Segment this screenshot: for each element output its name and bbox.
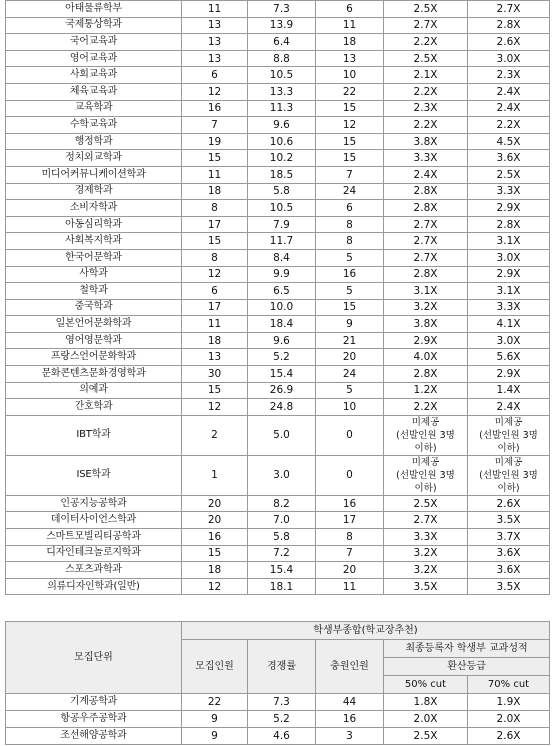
table-row bbox=[6, 233, 550, 250]
competition-rate: 15.4 bbox=[248, 366, 316, 383]
cut50-grade: 3.2X bbox=[384, 299, 468, 316]
cut70-grade: 3.1X bbox=[468, 233, 550, 250]
admission-table-1-body bbox=[6, 1, 550, 595]
unit-name: 정치외교학과 bbox=[6, 150, 182, 167]
recruit-count: 15 bbox=[182, 233, 248, 250]
unit-name: 영어교육과 bbox=[6, 50, 182, 67]
additional-count: 13 bbox=[316, 50, 384, 67]
recruit-count: 19 bbox=[182, 133, 248, 150]
cut50-grade: 1.8X bbox=[384, 694, 468, 711]
unit-name: 교육학과 bbox=[6, 100, 182, 117]
recruit-count: 30 bbox=[182, 366, 248, 383]
recruit-count: 13 bbox=[182, 17, 248, 34]
header-grade-title: 최종등록자 학생부 교과성적 bbox=[384, 640, 550, 658]
table-row bbox=[6, 366, 550, 383]
cut70-grade: 2.6X bbox=[468, 728, 550, 745]
cut70-grade: 3.3X bbox=[468, 183, 550, 200]
competition-rate: 18.4 bbox=[248, 316, 316, 333]
recruit-count: 17 bbox=[182, 299, 248, 316]
recruit-count: 15 bbox=[182, 545, 248, 562]
unit-name: 경제학과 bbox=[6, 183, 182, 200]
admission-table-1 bbox=[5, 0, 550, 595]
cut70-grade: 2.3X bbox=[468, 67, 550, 84]
additional-count: 20 bbox=[316, 562, 384, 579]
competition-rate: 5.0 bbox=[248, 415, 316, 455]
table-row bbox=[6, 711, 550, 728]
additional-count: 16 bbox=[316, 495, 384, 512]
unit-name: 중국학과 bbox=[6, 299, 182, 316]
table-row bbox=[6, 17, 550, 34]
additional-count: 10 bbox=[316, 67, 384, 84]
cut50-grade: 2.7X bbox=[384, 512, 468, 529]
competition-rate: 9.6 bbox=[248, 117, 316, 134]
recruit-count: 17 bbox=[182, 216, 248, 233]
recruit-count: 2 bbox=[182, 415, 248, 455]
unit-name: 소비자학과 bbox=[6, 200, 182, 217]
additional-count: 12 bbox=[316, 117, 384, 134]
table-row bbox=[6, 455, 550, 495]
unit-name: ISE학과 bbox=[6, 455, 182, 495]
unit-name: 스포츠과학과 bbox=[6, 562, 182, 579]
table-row bbox=[6, 529, 550, 546]
cut50-grade: 2.0X bbox=[384, 711, 468, 728]
recruit-count: 11 bbox=[182, 166, 248, 183]
recruit-count: 6 bbox=[182, 67, 248, 84]
unit-name: 프랑스언어문화학과 bbox=[6, 349, 182, 366]
table-row bbox=[6, 415, 550, 455]
cut70-grade: 2.4X bbox=[468, 399, 550, 416]
cut50-grade: 2.7X bbox=[384, 17, 468, 34]
cut70-grade: 3.1X bbox=[468, 283, 550, 300]
admission-table-2-body bbox=[6, 694, 550, 745]
competition-rate: 11.7 bbox=[248, 233, 316, 250]
header-competition: 경쟁률 bbox=[248, 640, 316, 694]
recruit-count: 18 bbox=[182, 183, 248, 200]
cut70-grade: 3.6X bbox=[468, 562, 550, 579]
additional-count: 11 bbox=[316, 17, 384, 34]
recruit-count: 11 bbox=[182, 1, 248, 18]
cut50-grade: 2.8X bbox=[384, 200, 468, 217]
competition-rate: 7.3 bbox=[248, 1, 316, 18]
competition-rate: 5.2 bbox=[248, 349, 316, 366]
additional-count: 7 bbox=[316, 166, 384, 183]
table-row bbox=[6, 728, 550, 745]
additional-count: 3 bbox=[316, 728, 384, 745]
cut70-grade: 1.4X bbox=[468, 382, 550, 399]
unit-name: 의류디자인학과(일반) bbox=[6, 578, 182, 595]
cut50-grade: 미제공 (선발인원 3명 이하) bbox=[384, 455, 468, 495]
additional-count: 11 bbox=[316, 578, 384, 595]
header-recruit: 모집인원 bbox=[182, 640, 248, 694]
cut70-grade: 2.5X bbox=[468, 166, 550, 183]
cut50-grade: 2.9X bbox=[384, 332, 468, 349]
unit-name: 국제통상학과 bbox=[6, 17, 182, 34]
competition-rate: 9.9 bbox=[248, 266, 316, 283]
cut70-grade: 2.0X bbox=[468, 711, 550, 728]
competition-rate: 13.3 bbox=[248, 83, 316, 100]
table-row bbox=[6, 67, 550, 84]
unit-name: 의예과 bbox=[6, 382, 182, 399]
unit-name: 행정학과 bbox=[6, 133, 182, 150]
table-row bbox=[6, 216, 550, 233]
additional-count: 5 bbox=[316, 283, 384, 300]
additional-count: 6 bbox=[316, 1, 384, 18]
cut50-grade: 3.5X bbox=[384, 578, 468, 595]
unit-name: 조선해양공학과 bbox=[6, 728, 182, 745]
table-row bbox=[6, 578, 550, 595]
additional-count: 7 bbox=[316, 545, 384, 562]
additional-count: 22 bbox=[316, 83, 384, 100]
table-row bbox=[6, 34, 550, 51]
unit-name: 철학과 bbox=[6, 283, 182, 300]
cut50-grade: 2.5X bbox=[384, 728, 468, 745]
table-row bbox=[6, 316, 550, 333]
competition-rate: 5.8 bbox=[248, 183, 316, 200]
additional-count: 10 bbox=[316, 399, 384, 416]
additional-count: 15 bbox=[316, 150, 384, 167]
additional-count: 8 bbox=[316, 216, 384, 233]
competition-rate: 10.0 bbox=[248, 299, 316, 316]
competition-rate: 5.2 bbox=[248, 711, 316, 728]
unit-name: 스마트모빌리티공학과 bbox=[6, 529, 182, 546]
cut70-grade: 3.7X bbox=[468, 529, 550, 546]
competition-rate: 8.2 bbox=[248, 495, 316, 512]
recruit-count: 20 bbox=[182, 512, 248, 529]
unit-name: IBT학과 bbox=[6, 415, 182, 455]
cut50-grade: 3.3X bbox=[384, 150, 468, 167]
recruit-count: 9 bbox=[182, 711, 248, 728]
recruit-count: 12 bbox=[182, 266, 248, 283]
cut70-grade: 3.5X bbox=[468, 578, 550, 595]
unit-name: 인공지능공학과 bbox=[6, 495, 182, 512]
admission-table-2 bbox=[5, 621, 550, 745]
cut70-grade: 2.7X bbox=[468, 1, 550, 18]
recruit-count: 15 bbox=[182, 150, 248, 167]
cut70-grade: 1.9X bbox=[468, 694, 550, 711]
recruit-count: 16 bbox=[182, 100, 248, 117]
header-cut50: 50% cut bbox=[384, 676, 468, 694]
header-grade-sub: 환산등급 bbox=[384, 658, 550, 676]
recruit-count: 8 bbox=[182, 200, 248, 217]
table-row bbox=[6, 382, 550, 399]
cut70-grade: 3.3X bbox=[468, 299, 550, 316]
cut70-grade: 4.1X bbox=[468, 316, 550, 333]
cut70-grade: 3.6X bbox=[468, 545, 550, 562]
cut50-grade: 3.8X bbox=[384, 316, 468, 333]
cut50-grade: 2.2X bbox=[384, 399, 468, 416]
cut50-grade: 3.8X bbox=[384, 133, 468, 150]
unit-name: 미디어커뮤니케이션학과 bbox=[6, 166, 182, 183]
recruit-count: 13 bbox=[182, 349, 248, 366]
competition-rate: 7.3 bbox=[248, 694, 316, 711]
competition-rate: 24.8 bbox=[248, 399, 316, 416]
cut50-grade: 2.5X bbox=[384, 495, 468, 512]
competition-rate: 13.9 bbox=[248, 17, 316, 34]
additional-count: 21 bbox=[316, 332, 384, 349]
cut70-grade: 미제공 (선발인원 3명 이하) bbox=[468, 415, 550, 455]
cut50-grade: 2.8X bbox=[384, 183, 468, 200]
cut50-grade: 3.3X bbox=[384, 529, 468, 546]
cut70-grade: 2.9X bbox=[468, 366, 550, 383]
table-row bbox=[6, 399, 550, 416]
unit-name: 문화콘텐츠문화경영학과 bbox=[6, 366, 182, 383]
recruit-count: 9 bbox=[182, 728, 248, 745]
cut50-grade: 2.2X bbox=[384, 83, 468, 100]
cut50-grade: 2.5X bbox=[384, 1, 468, 18]
recruit-count: 7 bbox=[182, 117, 248, 134]
competition-rate: 18.1 bbox=[248, 578, 316, 595]
cut50-grade: 2.3X bbox=[384, 100, 468, 117]
additional-count: 5 bbox=[316, 249, 384, 266]
competition-rate: 4.6 bbox=[248, 728, 316, 745]
unit-name: 아동심리학과 bbox=[6, 216, 182, 233]
additional-count: 24 bbox=[316, 366, 384, 383]
table-row bbox=[6, 100, 550, 117]
cut70-grade: 2.8X bbox=[468, 216, 550, 233]
competition-rate: 7.0 bbox=[248, 512, 316, 529]
additional-count: 9 bbox=[316, 316, 384, 333]
recruit-count: 13 bbox=[182, 50, 248, 67]
additional-count: 44 bbox=[316, 694, 384, 711]
additional-count: 8 bbox=[316, 233, 384, 250]
cut70-grade: 2.2X bbox=[468, 117, 550, 134]
competition-rate: 6.5 bbox=[248, 283, 316, 300]
cut70-grade: 2.8X bbox=[468, 17, 550, 34]
competition-rate: 10.5 bbox=[248, 200, 316, 217]
table-row bbox=[6, 694, 550, 711]
competition-rate: 8.8 bbox=[248, 50, 316, 67]
unit-name: 간호학과 bbox=[6, 399, 182, 416]
table-row bbox=[6, 349, 550, 366]
cut70-grade: 2.9X bbox=[468, 200, 550, 217]
cut50-grade: 3.2X bbox=[384, 562, 468, 579]
competition-rate: 6.4 bbox=[248, 34, 316, 51]
cut50-grade: 2.4X bbox=[384, 166, 468, 183]
table-row bbox=[6, 266, 550, 283]
cut50-grade: 미제공 (선발인원 3명 이하) bbox=[384, 415, 468, 455]
table-row bbox=[6, 512, 550, 529]
cut50-grade: 2.8X bbox=[384, 266, 468, 283]
competition-rate: 7.2 bbox=[248, 545, 316, 562]
competition-rate: 26.9 bbox=[248, 382, 316, 399]
unit-name: 디자인테크놀로지학과 bbox=[6, 545, 182, 562]
table-row bbox=[6, 183, 550, 200]
unit-name: 국어교육과 bbox=[6, 34, 182, 51]
recruit-count: 20 bbox=[182, 495, 248, 512]
unit-name: 한국어문학과 bbox=[6, 249, 182, 266]
table-row bbox=[6, 545, 550, 562]
cut70-grade: 4.5X bbox=[468, 133, 550, 150]
cut70-grade: 미제공 (선발인원 3명 이하) bbox=[468, 455, 550, 495]
table-row bbox=[6, 249, 550, 266]
table-row bbox=[6, 1, 550, 18]
header-unit: 모집단위 bbox=[6, 622, 182, 694]
cut70-grade: 5.6X bbox=[468, 349, 550, 366]
header-additional: 충원인원 bbox=[316, 640, 384, 694]
header-cut70: 70% cut bbox=[468, 676, 550, 694]
competition-rate: 3.0 bbox=[248, 455, 316, 495]
additional-count: 5 bbox=[316, 382, 384, 399]
competition-rate: 10.5 bbox=[248, 67, 316, 84]
cut70-grade: 2.6X bbox=[468, 495, 550, 512]
cut50-grade: 2.7X bbox=[384, 233, 468, 250]
competition-rate: 18.5 bbox=[248, 166, 316, 183]
competition-rate: 15.4 bbox=[248, 562, 316, 579]
additional-count: 18 bbox=[316, 34, 384, 51]
recruit-count: 8 bbox=[182, 249, 248, 266]
cut70-grade: 3.0X bbox=[468, 332, 550, 349]
unit-name: 일본언어문화학과 bbox=[6, 316, 182, 333]
cut50-grade: 2.1X bbox=[384, 67, 468, 84]
competition-rate: 5.8 bbox=[248, 529, 316, 546]
additional-count: 16 bbox=[316, 711, 384, 728]
additional-count: 0 bbox=[316, 455, 384, 495]
cut50-grade: 2.2X bbox=[384, 34, 468, 51]
table-row bbox=[6, 200, 550, 217]
competition-rate: 11.3 bbox=[248, 100, 316, 117]
table-row bbox=[6, 299, 550, 316]
recruit-count: 11 bbox=[182, 316, 248, 333]
cut50-grade: 1.2X bbox=[384, 382, 468, 399]
unit-name: 데이터사이언스학과 bbox=[6, 512, 182, 529]
additional-count: 6 bbox=[316, 200, 384, 217]
cut50-grade: 2.2X bbox=[384, 117, 468, 134]
competition-rate: 7.9 bbox=[248, 216, 316, 233]
recruit-count: 18 bbox=[182, 562, 248, 579]
competition-rate: 8.4 bbox=[248, 249, 316, 266]
additional-count: 15 bbox=[316, 133, 384, 150]
recruit-count: 18 bbox=[182, 332, 248, 349]
table-row bbox=[6, 495, 550, 512]
competition-rate: 9.6 bbox=[248, 332, 316, 349]
additional-count: 24 bbox=[316, 183, 384, 200]
table-row bbox=[6, 332, 550, 349]
table-row bbox=[6, 150, 550, 167]
unit-name: 기계공학과 bbox=[6, 694, 182, 711]
additional-count: 16 bbox=[316, 266, 384, 283]
table-row bbox=[6, 83, 550, 100]
unit-name: 항공우주공학과 bbox=[6, 711, 182, 728]
competition-rate: 10.2 bbox=[248, 150, 316, 167]
cut70-grade: 3.5X bbox=[468, 512, 550, 529]
header-group: 학생부종합(학교장추천) bbox=[182, 622, 550, 640]
cut50-grade: 2.5X bbox=[384, 50, 468, 67]
recruit-count: 15 bbox=[182, 382, 248, 399]
table-row bbox=[6, 117, 550, 134]
additional-count: 0 bbox=[316, 415, 384, 455]
table-row bbox=[6, 50, 550, 67]
cut70-grade: 3.0X bbox=[468, 249, 550, 266]
table-row bbox=[6, 283, 550, 300]
recruit-count: 12 bbox=[182, 578, 248, 595]
unit-name: 사학과 bbox=[6, 266, 182, 283]
cut50-grade: 2.7X bbox=[384, 216, 468, 233]
cut50-grade: 2.8X bbox=[384, 366, 468, 383]
table-row bbox=[6, 562, 550, 579]
unit-name: 아태물류학부 bbox=[6, 1, 182, 18]
cut50-grade: 3.2X bbox=[384, 545, 468, 562]
additional-count: 15 bbox=[316, 100, 384, 117]
unit-name: 사회복지학과 bbox=[6, 233, 182, 250]
recruit-count: 12 bbox=[182, 399, 248, 416]
additional-count: 15 bbox=[316, 299, 384, 316]
recruit-count: 6 bbox=[182, 283, 248, 300]
unit-name: 영어영문학과 bbox=[6, 332, 182, 349]
cut70-grade: 3.0X bbox=[468, 50, 550, 67]
cut70-grade: 2.6X bbox=[468, 34, 550, 51]
recruit-count: 13 bbox=[182, 34, 248, 51]
recruit-count: 1 bbox=[182, 455, 248, 495]
table-row bbox=[6, 166, 550, 183]
additional-count: 17 bbox=[316, 512, 384, 529]
recruit-count: 12 bbox=[182, 83, 248, 100]
cut70-grade: 2.4X bbox=[468, 83, 550, 100]
unit-name: 사회교육과 bbox=[6, 67, 182, 84]
cut50-grade: 3.1X bbox=[384, 283, 468, 300]
recruit-count: 22 bbox=[182, 694, 248, 711]
additional-count: 20 bbox=[316, 349, 384, 366]
cut70-grade: 2.4X bbox=[468, 100, 550, 117]
competition-rate: 10.6 bbox=[248, 133, 316, 150]
recruit-count: 16 bbox=[182, 529, 248, 546]
cut50-grade: 4.0X bbox=[384, 349, 468, 366]
cut70-grade: 2.9X bbox=[468, 266, 550, 283]
additional-count: 8 bbox=[316, 529, 384, 546]
cut50-grade: 2.7X bbox=[384, 249, 468, 266]
unit-name: 체육교육과 bbox=[6, 83, 182, 100]
cut70-grade: 3.6X bbox=[468, 150, 550, 167]
table-row bbox=[6, 133, 550, 150]
unit-name: 수학교육과 bbox=[6, 117, 182, 134]
